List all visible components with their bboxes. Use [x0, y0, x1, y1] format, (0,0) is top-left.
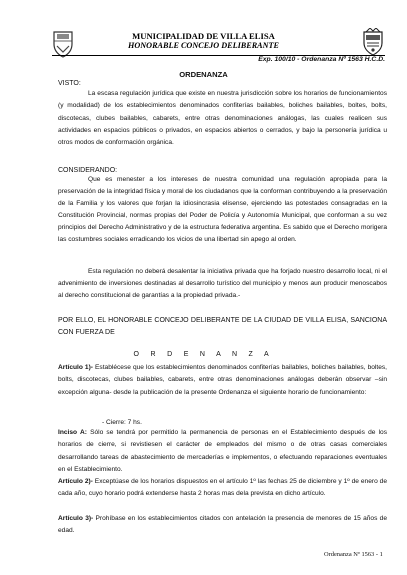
- article-1-text: Establécese que los establecimientos denominados confiterías bailables, boliches bailables, boltes, bolts, discotecas, clubes bailables, cabarets, entre otras denominaciones análogas deberán observar –sin excepción alguna- desde la publicación de la presente Ordenanza el siguiente horario de funcionamiento:: [58, 364, 387, 396]
- closing-hour: - Cierre: 7 hs.: [102, 419, 142, 426]
- expediente-reference: Exp. 100/10 - Ordenanza Nº 1563 H.C.D.: [258, 56, 385, 63]
- por-ello-clause: POR ELLO, EL HONORABLE CONCEJO DELIBERANTE DE LA CIUDAD DE VILLA ELISA, SANCIONA CON FUERZA DE: [58, 317, 387, 337]
- inciso-a-label: Inciso A:: [58, 429, 87, 436]
- inciso-a: [58, 427, 387, 476]
- document-title: ORDENANZA: [179, 70, 228, 79]
- article-2-text: Exceptúase de los horarios dispuestos en el artículo 1º las fechas 25 de diciembre y 1º de enero de cada año, cuyo horario podrá extenderse hasta 2 horas mas dela prevista en dicho artículo.: [58, 478, 387, 498]
- visto-paragraph: La escasa regulación jurídica que existe en nuestra jurisdicción sobre los horarios de funcionamientos (y modalidad) de los establecimientos denominados confiterías bailables, boliches bailables, boltes, bolts, discotecas, clubes bailables, cabarets, entre otras denominaciones análogas, las cuales realicen sus actividades en espacios públicos o privados, en espacios abiertos o cerrados, y bajo la personería jurídica u otros modos de conformación orgánica.: [58, 90, 387, 147]
- article-1: [58, 362, 387, 399]
- considerando-paragraph-2: Esta regulación no deberá desalentar la iniciativa privada que ha forjado nuestro desarrollo local, ni el advenimiento de inversiones destinadas al desarrollo turístico del municipio y menos aun producir menoscabos al derecho constitucional de garantías a la propiedad privada.-: [58, 268, 387, 299]
- article-2-label: Artículo 2)-: [58, 478, 93, 485]
- ordenanza-spaced-heading: O R D E N A N Z A: [133, 351, 274, 358]
- article-3: [58, 513, 387, 538]
- considerando-heading: CONSIDERANDO:: [58, 167, 118, 174]
- article-3-label: Artículo 3)-: [58, 515, 94, 522]
- inciso-a-text: Sólo se tendrá por permitido la permanencia de personas en el Establecimiento después de los horarios de cierre, si revistiesen el carácter de empleados del mismo o de otras casas comerciales desarrollando tareas de abastecimiento de mercaderías e implementos, o efectuando reparaciones eventuales en el Establecimiento.: [58, 429, 387, 474]
- visto-heading: VISTO:: [58, 80, 81, 87]
- considerando-paragraph-1: Que es menester a los intereses de nuestra comunidad una regulación apropiada para la preservación de la integridad física y moral de los ciudadanos que la conforman contribuyendo a la preservación de la Familia y los valores que forjan la idiosincrasia elisense, ejerciendo las potestades consagradas en la Constitución Provincial, normas propias del Poder de Policía y Autonomía Municipal, que conforman a su vez principios del Derecho Administrativo y de la estructura federativa argentina. Es sabido que el Derecho morigera las costumbres sociales erradicando los vicios de una libertad sin apego al orden.: [58, 176, 387, 243]
- article-1-label: Artículo 1)-: [58, 364, 93, 371]
- council-heading: HONORABLE CONCEJO DELIBERANTE: [127, 41, 280, 50]
- article-2: [58, 476, 387, 501]
- article-3-text: Prohíbase en los establecimientos citados con antelación la presencia de menores de 15 años de edad.: [58, 515, 387, 535]
- municipality-heading: MUNICIPALIDAD DE VILLA ELISA: [132, 31, 275, 41]
- page-footer: Ordenanza Nº 1563 - 1: [324, 551, 383, 558]
